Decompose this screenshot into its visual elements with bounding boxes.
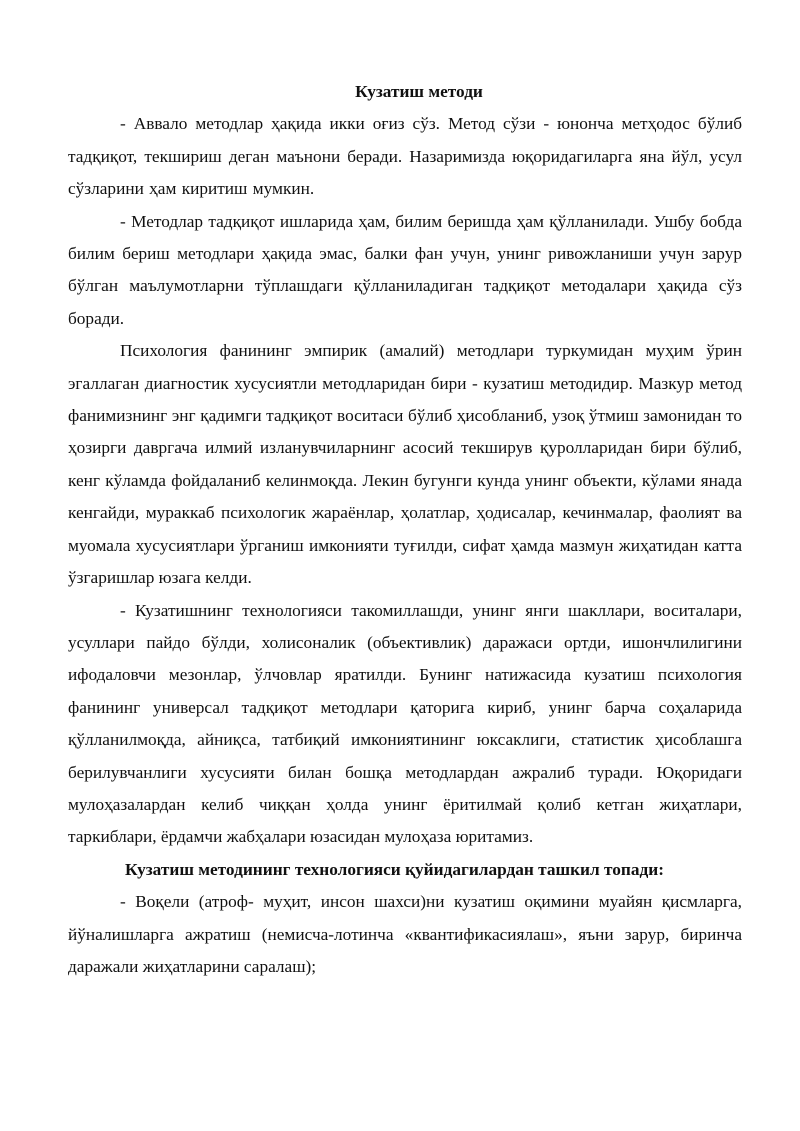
document-title: Кузатиш методи — [355, 82, 483, 101]
document-page — [68, 76, 742, 983]
paragraph-list-item: - Воқели (атроф- муҳит, инсон шахси)ни кузатиш оқимини муайян қисмларга, йўналишларга ажратиш (немисча-лотинча «квантификасиялаш», яъни зарур, биринча даражали жиҳатларини саралаш); — [68, 892, 742, 976]
paragraph-methods-intro: - Аввало методлар ҳақида икки оғиз сўз. Метод сўзи - юнонча метҳодос бўлиб тадқиқот, текшириш деган маънони беради. Назаримизда юқоридагиларга яна йўл, усул сўзларини ҳам киритиш мумкин. — [68, 114, 742, 199]
paragraph-observation-technology: - Кузатишнинг технологияси такомиллашди, унинг янги шакллари, воситалари, усуллари пайдо бўлди, холисоналик (объективлик) даражаси ортди, ишончлилигини ифодаловчи мезонлар, ўлчовлар яратилди. Бунинг натижасида кузатиш психология фанининг универсал тадқиқот методлари қаторига кириб, унинг барча соҳаларида қўлланилмоқда, айниқса, татбиқий имкониятининг юксаклиги, статистик ҳисоблашга берилувчанлиги хусусияти билан бошқа методлардан ажралиб туради. Юқоридаги мулоҳазалардан келиб чиққан ҳолда унинг ёритилмай қолиб кетган жиҳатлари, таркиблари, ёрдамчи жабҳалари юзасидан мулоҳаза юритамиз. — [68, 600, 742, 847]
paragraph-methods-usage: - Методлар тадқиқот ишларида ҳам, билим беришда ҳам қўлланилади. Ушбу бобда билим бериш методлари ҳақида эмас, балки фан учун, унинг ривожланиши учун зарур бўлган маълумотларни тўплашдаги қўлланиладиган тадқиқот методалари ҳақида сўз боради. — [68, 211, 742, 328]
paragraph-observation-method: Психология фанининг эмпирик (амалий) методлари туркумидан муҳим ўрин эгаллаган диагностик хусусиятли методларидан бири - кузатиш методидир. Мазкур метод фанимизнинг энг қадимги тадқиқот воситаси бўлиб ҳисобланиб, узоқ ўтмиш замонидан то ҳозирги давргача илмий изланувчиларнинг асосий текширув қуролларидан бири бўлиб, кенг кўламда фойдаланиб келинмоқда. Лекин бугунги кунда унинг объекти, кўлами янада кенгайди, мураккаб психологик жараёнлар, ҳолатлар, ҳодисалар, кечинмалар, фаолият ва муомала хусусиятлари ўрганиш имконияти туғилди, сифат ҳамда мазмун жиҳатидан катта ўзгаришлар юзага келди. — [68, 341, 742, 588]
section-subheading: Кузатиш методининг технологияси қуйидагилардан ташкил топади: — [125, 859, 664, 879]
